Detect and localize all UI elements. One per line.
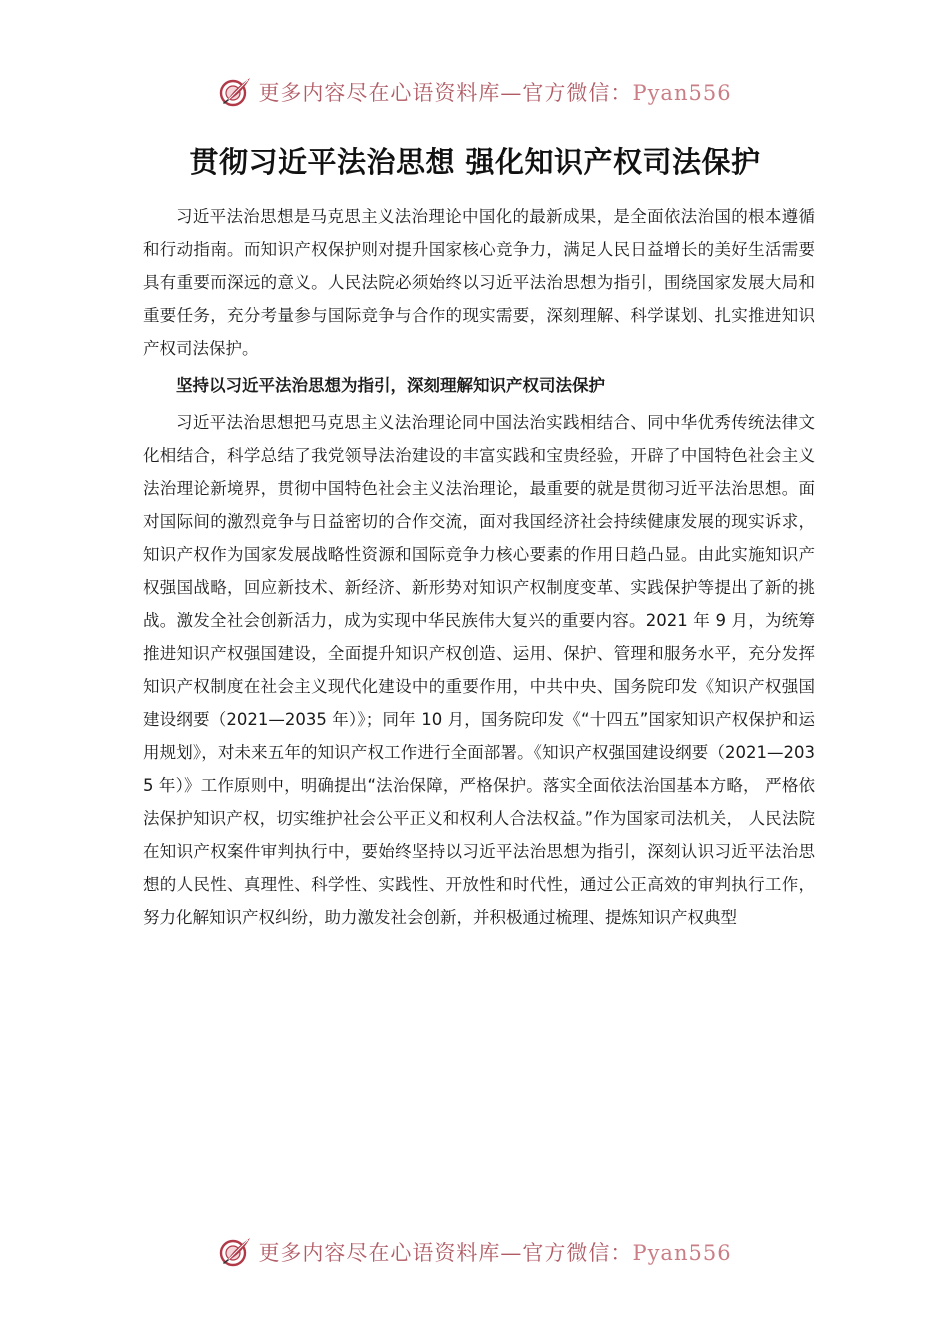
paragraph: 习近平法治思想是马克思主义法治理论中国化的最新成果，是全面依法治国的根本遵循和行动指南。而知识产权保护则对提升国家核心竞争力，满足人民日益增长的美好生活需要具有重要而深远的意义。人民法院必须始终以习近平法治思想为指引，围绕国家发展大局和重要任务，充分考量参与国际竞争与合作的现实需要，深刻理解、科学谋划、扎实推进知识产权司法保护。	[143, 207, 815, 358]
header-banner	[0, 72, 950, 112]
footer-banner	[0, 1232, 950, 1272]
banner-text: 更多内容尽在心语资料库—官方微信：Pyan556	[258, 81, 732, 105]
section-heading: 坚持以习近平法治思想为指引，深刻理解知识产权司法保护	[176, 376, 605, 395]
wechat-id: Pyan556	[632, 1241, 732, 1265]
wechat-id: Pyan556	[632, 81, 732, 105]
banner-text: 更多内容尽在心语资料库—官方微信：Pyan556	[258, 1241, 732, 1265]
document-body	[143, 200, 815, 938]
quill-pen-logo-icon	[218, 1235, 252, 1269]
document-title: 贯彻习近平法治思想 强化知识产权司法保护	[189, 145, 761, 179]
quill-pen-logo-icon	[218, 75, 252, 109]
paragraph: 习近平法治思想把马克思主义法治理论同中国法治实践相结合、同中华优秀传统法律文化相结合，科学总结了我党领导法治建设的丰富实践和宝贵经验，开辟了中国特色社会主义法治理论新境界，贯彻中国特色社会主义法治理论，最重要的就是贯彻习近平法治思想。面对国际间的激烈竞争与日益密切的合作交流，面对我国经济社会持续健康发展的现实诉求， 知识产权作为国家发展战略性资源和国际竞争力核心要素的作用日趋凸显。由此实施知识产权强国战略，回应新技术、新经济、新形势对知识产权制度变革、实践保护等提出了新的挑战。激发全社会创新活力，成为实现中华民族伟大复兴的重要内容。2021 年 9 月，为统筹推进知识产权强国建设，全面提升知识产权创造、运用、保护、管理和服务水平，充分发挥知识产权制度在社会主义现代化建设中的重要作用，中共中央、国务院印发《知识产权强国建设纲要（2021—2035 年）》；同年 10 月，国务院印发《“十四五”国家知识产权保护和运用规划》，对未来五年的知识产权工作进行全面部署。《知识产权强国建设纲要（2021—2035 年）》工作原则中，明确提出“法治保障，严格保护。落实全面依法治国基本方略， 严格依法保护知识产权，切实维护社会公平正义和权利人合法权益。”作为国家司法机关， 人民法院在知识产权案件审判执行中，要始终坚持以习近平法治思想为指引，深刻认识习近平法治思想的人民性、真理性、科学性、实践性、开放性和时代性，通过公正高效的审判执行工作，努力化解知识产权纠纷，助力激发社会创新，并积极通过梳理、提炼知识产权典型	[143, 413, 815, 927]
